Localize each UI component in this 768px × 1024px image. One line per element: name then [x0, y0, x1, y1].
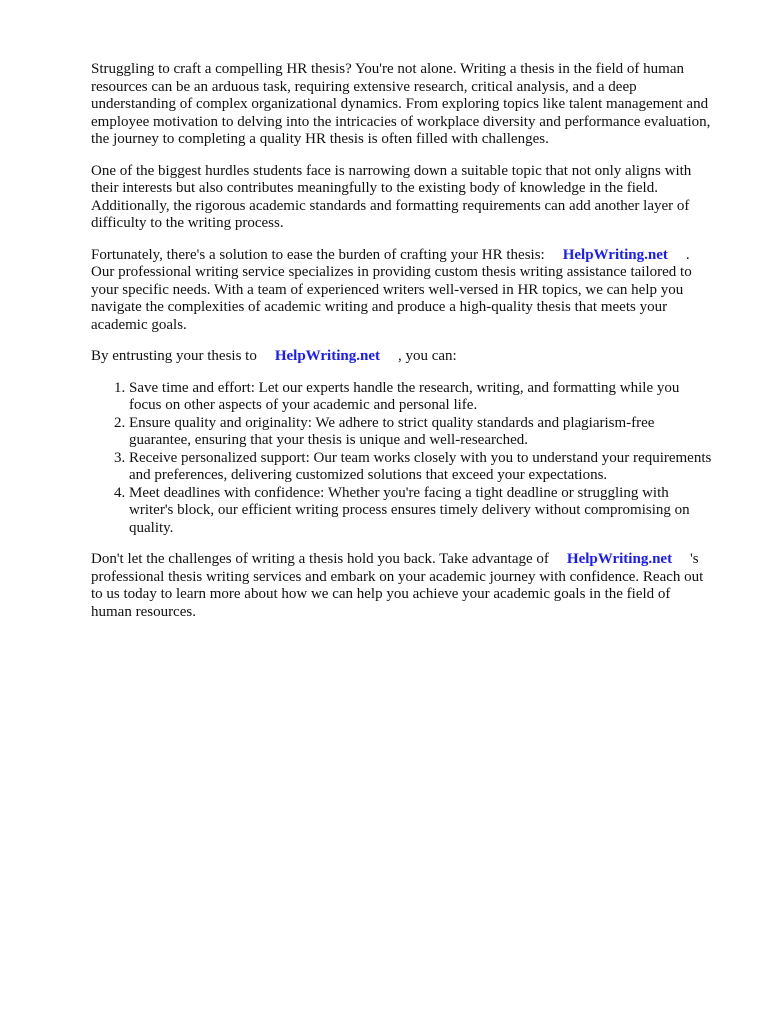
- benefits-list: [91, 380, 713, 538]
- list-item: 1. Save time and effort: Let our experts handle the research, writing, and formatting while you focus on other aspects of your academic and personal life.: [129, 380, 713, 415]
- solution-text-after: . Our professional writing service specializes in providing custom thesis writing assistance tailored to your specific needs. With a team of experienced writers well-versed in HR topics, we can help you navigate the complexities of academic writing and produce a high-quality thesis that meets your academic goals.: [91, 246, 692, 333]
- closing-text-after: 's professional thesis writing services and embark on your academic journey with confidence. Reach out to us today to learn more about how we can help you achieve your academic goals in the field of human resources.: [91, 551, 704, 620]
- solution-text-before: Fortunately, there's a solution to ease the burden of crafting your HR thesis:: [91, 246, 545, 263]
- closing-text-before: Don't let the challenges of writing a thesis hold you back. Take advantage of: [91, 551, 549, 567]
- document-page: [91, 61, 713, 635]
- closing-paragraph: [91, 551, 713, 621]
- solution-paragraph: [91, 247, 713, 335]
- list-item: 2. Ensure quality and originality: We adhere to strict quality standards and plagiarism-free guarantee, ensuring that your thesis is unique and well-researched.: [129, 415, 713, 450]
- challenges-paragraph: One of the biggest hurdles students face is narrowing down a suitable topic that not only aligns with their interests but also contributes meaningfully to the existing body of knowledge in the field. Additionally, the rigorous academic standards and formatting requirements can add another layer of difficulty to the writing process.: [91, 162, 692, 231]
- intro-paragraph: Struggling to craft a compelling HR thesis? You're not alone. Writing a thesis in the field of human resources can be an arduous task, requiring extensive research, critical analysis, and a deep understanding of complex organizational dynamics. From exploring topics like talent management and employee motivation to delving into the intricacies of workplace diversity and performance evaluation, the journey to completing a quality HR thesis is often filled with challenges.: [91, 61, 711, 147]
- list-item: 4. Meet deadlines with confidence: Whether you're facing a tight deadline or struggling with writer's block, our efficient writing process ensures timely delivery without compromising on quality.: [129, 485, 713, 538]
- entrust-paragraph: [91, 348, 713, 366]
- helpwriting-link[interactable]: HelpWriting.net: [274, 348, 380, 364]
- helpwriting-link[interactable]: HelpWriting.net: [562, 246, 668, 263]
- list-item: 3. Receive personalized support: Our team works closely with you to understand your requirements and preferences, delivering customized solutions that exceed your expectations.: [129, 450, 713, 485]
- helpwriting-link[interactable]: HelpWriting.net: [566, 551, 673, 567]
- entrust-text-after: , you can:: [397, 348, 457, 364]
- entrust-text-before: By entrusting your thesis to: [91, 348, 257, 364]
